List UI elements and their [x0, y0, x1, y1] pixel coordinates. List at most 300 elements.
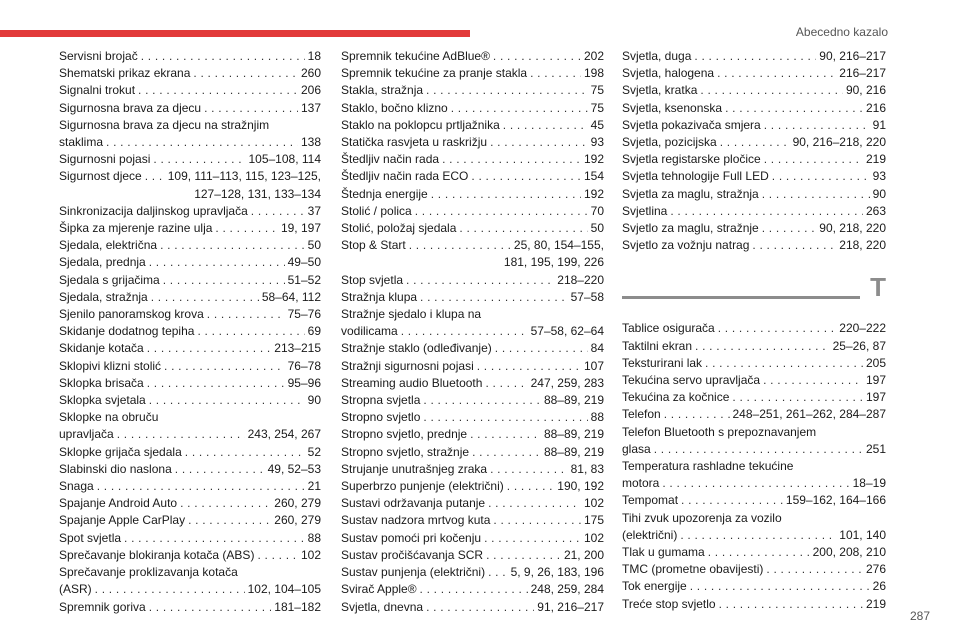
entry-page-refs: 90	[307, 393, 321, 408]
dot-leader	[680, 527, 836, 544]
index-entry-line	[59, 444, 321, 461]
entry-label: Svirač Apple®	[341, 582, 417, 597]
index-entry	[622, 355, 886, 372]
index-entry	[622, 510, 886, 544]
index-entry-line	[59, 151, 321, 168]
entry-label: Stakla, stražnja	[341, 83, 424, 98]
index-entry	[59, 564, 321, 598]
entry-page-refs: 175	[583, 513, 604, 528]
index-entry-line	[622, 168, 886, 185]
index-entry-line	[622, 561, 886, 578]
entry-page-refs: 50	[307, 238, 321, 253]
index-entry	[59, 323, 321, 340]
index-entry-line	[341, 237, 604, 254]
entry-page-refs: 260, 279	[274, 513, 321, 528]
dot-leader	[493, 512, 581, 529]
index-entry	[622, 168, 886, 185]
index-entry-line	[59, 426, 321, 443]
entry-page-refs: 37	[307, 203, 321, 218]
entry-page-refs: 260	[300, 66, 321, 81]
entry-page-refs: 138	[300, 135, 321, 150]
index-entry-line	[341, 117, 604, 134]
index-entry-line	[622, 220, 886, 237]
index-entry-line	[59, 289, 321, 306]
entry-page-refs: 49, 52–53	[267, 461, 321, 476]
index-entry-line	[341, 495, 604, 512]
entry-page-refs: 218, 220	[839, 238, 886, 253]
entry-label: Signalni trokut	[59, 83, 136, 98]
entry-label: Sustavi održavanja putanje	[341, 496, 486, 511]
dot-leader	[175, 461, 265, 478]
dot-leader	[251, 203, 305, 220]
index-entry-line	[341, 444, 604, 461]
entry-page-refs: 58–64, 112	[261, 289, 321, 304]
entry-label: Stražnja klupa	[341, 289, 418, 304]
dot-leader	[149, 392, 305, 409]
dot-leader	[160, 237, 305, 254]
dot-leader	[149, 599, 272, 616]
entry-page-refs: 213–215	[274, 341, 321, 356]
entry-label: Strujanje unutrašnjeg zraka	[341, 461, 488, 476]
index-entry	[341, 581, 604, 598]
index-entry-line	[341, 547, 604, 564]
index-entry	[59, 409, 321, 443]
entry-page-refs: 263	[865, 203, 886, 218]
index-entry-line	[59, 461, 321, 478]
dot-leader	[662, 475, 849, 492]
dot-leader	[180, 495, 271, 512]
index-entry	[341, 203, 604, 220]
index-entry-line	[622, 237, 886, 254]
index-entry	[341, 564, 604, 581]
entry-label-line: Sigurnosna brava za djecu na stražnjim	[59, 117, 270, 132]
index-entry-line	[59, 100, 321, 117]
dot-leader	[153, 151, 245, 168]
entry-page-refs: 137	[300, 100, 321, 115]
index-entry-line	[341, 375, 604, 392]
entry-label: Sklopivi klizni stolić	[59, 358, 162, 373]
index-entry-line	[341, 530, 604, 547]
index-entry	[622, 458, 886, 492]
index-entry	[622, 117, 886, 134]
entry-page-refs: 102	[300, 547, 321, 562]
entry-page-refs: 88	[590, 410, 604, 425]
entry-page-refs: 18	[307, 49, 321, 63]
index-entry	[59, 117, 321, 151]
entry-page-refs: 90, 216–218, 220	[792, 135, 886, 150]
index-entry	[341, 65, 604, 82]
dot-leader	[426, 82, 588, 99]
dot-leader	[725, 100, 863, 117]
index-entry	[59, 48, 321, 65]
entry-label: Tok energije	[622, 579, 687, 594]
entry-label: TMC (prometne obavijesti)	[622, 562, 764, 577]
index-entry-line	[59, 512, 321, 529]
entry-page-refs: 84	[590, 341, 604, 356]
entry-page-refs: 81, 83	[570, 461, 604, 476]
entry-label: Svjetla za maglu, stražnja	[622, 186, 759, 201]
index-entry	[622, 203, 886, 220]
entry-page-refs: 18–19	[852, 476, 886, 491]
dot-leader	[484, 530, 581, 547]
entry-label: Sklopka brisača	[59, 375, 144, 390]
index-entry	[341, 426, 604, 443]
index-entry-line	[341, 323, 604, 340]
index-entry	[622, 424, 886, 458]
dot-leader	[732, 389, 863, 406]
entry-page-refs: 197	[865, 390, 886, 405]
index-entry	[622, 320, 886, 337]
entry-label: Stolić, položaj sjedala	[341, 221, 457, 236]
entry-label: Svjetla tehnologije Full LED	[622, 169, 769, 184]
index-entry	[59, 65, 321, 82]
entry-label: (električni)	[622, 527, 678, 542]
index-column-3	[622, 48, 886, 613]
index-entry	[59, 461, 321, 478]
entry-label: Spajanje Apple CarPlay	[59, 513, 186, 528]
index-entry	[59, 100, 321, 117]
entry-page-refs: 69	[307, 324, 321, 339]
index-entry-line	[622, 338, 886, 355]
entry-label: Sklopka svjetala	[59, 393, 146, 408]
index-entry	[59, 220, 321, 237]
entry-page-refs: 19, 197	[280, 221, 321, 236]
index-entry-line	[341, 151, 604, 168]
entry-page-refs: 192	[583, 186, 604, 201]
index-entry	[622, 561, 886, 578]
index-entry-line	[59, 48, 321, 65]
index-column-2	[341, 48, 604, 616]
index-entry	[622, 492, 886, 509]
index-entry-line	[622, 82, 886, 99]
entry-page-refs: 192	[583, 152, 604, 167]
entry-label-line: Sklopke na obruču	[59, 410, 159, 425]
entry-label: Svjetla, pozicijska	[622, 135, 717, 150]
index-entry	[622, 338, 886, 355]
index-entry	[341, 392, 604, 409]
dot-leader	[207, 306, 285, 323]
entry-label: Sjedala, prednja	[59, 255, 146, 270]
dot-leader	[690, 578, 870, 595]
index-entry	[59, 358, 321, 375]
dot-leader	[431, 186, 581, 203]
index-entry-line	[341, 220, 604, 237]
entry-label-line: Temperatura rashladne tekućine	[622, 459, 794, 474]
entry-label: Treće stop svjetlo	[622, 596, 716, 611]
index-entry	[341, 461, 604, 478]
dot-leader	[193, 65, 298, 82]
dot-leader	[708, 544, 810, 561]
entry-label: Staklo, bočno klizno	[341, 100, 448, 115]
entry-page-refs: 248–251, 261–262, 284–287	[732, 407, 886, 422]
entry-label: Tlak u gumama	[622, 545, 705, 560]
entry-page-refs: 90, 216–217	[819, 49, 886, 63]
index-entry-line	[59, 375, 321, 392]
index-entry	[59, 272, 321, 289]
entry-label-line: Telefon Bluetooth s prepoznavanjem	[622, 424, 817, 439]
entry-label: Stop & Start	[341, 238, 406, 253]
dot-leader	[138, 82, 298, 99]
index-entry-line	[341, 581, 604, 598]
index-entry	[622, 65, 886, 82]
index-entry	[341, 289, 604, 306]
page-header-title: Abecedno kazalo	[795, 25, 888, 39]
index-entry	[341, 512, 604, 529]
index-entry-line	[59, 220, 321, 237]
index-entry	[622, 186, 886, 203]
entry-label: Tekućina za kočnice	[622, 390, 730, 405]
index-entry	[341, 82, 604, 99]
entry-label: Sjedala, stražnja	[59, 289, 148, 304]
entry-label: Taktilni ekran	[622, 338, 693, 353]
dot-leader	[106, 134, 298, 151]
entry-label: Spajanje Android Auto	[59, 496, 178, 511]
entry-label: Tekućina servo upravljača	[622, 373, 761, 388]
dot-leader	[485, 375, 527, 392]
entry-page-refs: 102, 104–105	[247, 582, 321, 597]
entry-label: Sjedala s grijačima	[59, 272, 160, 287]
entry-page-refs: 21	[307, 479, 321, 494]
section-divider	[622, 296, 860, 299]
index-entry-line	[341, 186, 604, 203]
index-entry	[341, 272, 604, 289]
dot-leader	[695, 338, 830, 355]
dot-leader	[694, 48, 816, 65]
entry-label: Telefon	[622, 407, 661, 422]
dot-leader	[95, 581, 245, 598]
dot-leader	[507, 478, 555, 495]
entry-page-refs: 260, 279	[274, 496, 321, 511]
index-entry	[341, 117, 604, 134]
dot-leader	[147, 375, 285, 392]
index-entry-line	[622, 134, 886, 151]
index-entry-line	[622, 406, 886, 423]
index-entry-line	[622, 320, 886, 337]
index-entry-line	[341, 272, 604, 289]
entry-label: Tempomat	[622, 493, 679, 508]
entry-page-refs: 25, 80, 154–155,	[513, 238, 604, 253]
index-entry-line	[341, 289, 604, 306]
entry-label: Sprečavanje blokiranja kotača (ABS)	[59, 547, 255, 562]
dot-leader	[766, 561, 863, 578]
dot-leader	[423, 409, 587, 426]
index-entry-line	[341, 564, 604, 581]
entry-page-refs: 88–89, 219	[543, 444, 604, 459]
entry-page-refs: 102	[583, 496, 604, 511]
entry-page-refs: 206	[300, 83, 321, 98]
dot-leader	[470, 426, 541, 443]
entry-label: vodilicama	[341, 324, 398, 339]
entry-label: Svjetla, dnevna	[341, 599, 424, 614]
entry-label: Stolić / polica	[341, 203, 412, 218]
index-entry	[59, 289, 321, 306]
entry-page-refs: 57–58	[570, 289, 604, 304]
index-entry	[59, 306, 321, 323]
dot-leader	[420, 581, 528, 598]
index-entry	[59, 444, 321, 461]
index-entry-line	[622, 492, 886, 509]
index-entry	[341, 478, 604, 495]
index-column-1	[59, 48, 321, 616]
index-entry-line	[59, 237, 321, 254]
entry-label: Svjetla, kratka	[622, 83, 698, 98]
dot-leader	[752, 237, 836, 254]
entry-label: Servisni brojač	[59, 49, 138, 63]
dot-leader	[145, 168, 165, 185]
index-entry-line	[59, 82, 321, 99]
index-entry	[341, 375, 604, 392]
entry-label: Spot svjetla	[59, 530, 122, 545]
index-entry-line	[622, 475, 886, 492]
entry-label: Stropna svjetla	[341, 393, 421, 408]
entry-page-refs: 90, 218, 220	[819, 221, 886, 236]
entry-page-refs: 51–52	[287, 272, 321, 287]
index-entry	[622, 596, 886, 613]
entry-page-refs: 49–50	[287, 255, 321, 270]
dot-leader	[681, 492, 783, 509]
index-entry	[341, 151, 604, 168]
index-entry-line	[59, 581, 321, 598]
index-entry	[341, 100, 604, 117]
entry-page-refs: 200, 208, 210	[812, 545, 886, 560]
dot-leader	[530, 65, 581, 82]
entry-page-refs: 90	[872, 186, 886, 201]
index-entry-line	[59, 495, 321, 512]
header-accent-bar	[0, 30, 470, 37]
entry-page-refs: 50	[590, 221, 604, 236]
index-entry-line	[622, 527, 886, 544]
dot-leader	[763, 372, 863, 389]
entry-page-refs: 276	[865, 562, 886, 577]
entry-label: Svjetla registarske pločice	[622, 152, 761, 167]
entry-label: Šipka za mjerenje razine ulja	[59, 221, 213, 236]
index-entry	[341, 186, 604, 203]
entry-page-refs: 91, 216–217	[537, 599, 604, 614]
index-entry-line	[59, 134, 321, 151]
entry-label: Svjetlina	[622, 203, 668, 218]
entry-label: Skidanje dodatnog tepiha	[59, 324, 195, 339]
index-entry	[59, 203, 321, 220]
dot-leader	[718, 320, 837, 337]
entry-page-refs: 198	[583, 66, 604, 81]
index-entry-line	[341, 100, 604, 117]
index-entry-line	[622, 544, 886, 561]
entry-page-refs: 88–89, 219	[543, 427, 604, 442]
index-entry-line	[341, 203, 604, 220]
entry-label: Superbrzo punjenje (električni)	[341, 479, 504, 494]
index-entry-line	[59, 323, 321, 340]
entry-page-refs: 247, 259, 283	[530, 375, 604, 390]
dot-leader	[705, 355, 863, 372]
entry-page-refs: 91	[872, 117, 886, 132]
index-entry	[622, 82, 886, 99]
dot-leader	[493, 48, 581, 65]
index-entry-line	[59, 358, 321, 375]
dot-leader	[477, 358, 581, 375]
entry-page-refs: 75	[590, 83, 604, 98]
page-number: 287	[909, 609, 930, 623]
index-entry	[341, 358, 604, 375]
entry-label: Sinkronizacija daljinskog upravljača	[59, 203, 248, 218]
entry-page-refs: 90, 216	[845, 83, 886, 98]
index-entry-line	[341, 65, 604, 82]
entry-label: Spremnik goriva	[59, 599, 146, 614]
entry-label: Snaga	[59, 479, 94, 494]
dot-leader	[490, 461, 568, 478]
index-entry	[59, 151, 321, 168]
dot-leader	[188, 512, 271, 529]
dot-leader	[426, 599, 534, 616]
entry-label: Svjetla, ksenonska	[622, 100, 723, 115]
dot-leader	[471, 168, 581, 185]
entry-label: Stropno svjetlo, stražnje	[341, 444, 470, 459]
index-entry-line	[622, 100, 886, 117]
entry-label-line: Stražnje sjedalo i klupa na	[341, 307, 482, 322]
index-entry	[622, 578, 886, 595]
entry-page-refs: 219	[865, 152, 886, 167]
entry-page-refs: 218–220	[557, 272, 604, 287]
entry-page-refs: 25–26, 87	[832, 338, 886, 353]
entry-page-refs-continued: 181, 195, 199, 226	[503, 255, 604, 270]
entry-label: Stropno svjetlo	[341, 410, 421, 425]
index-entry-line	[341, 82, 604, 99]
dot-leader	[442, 151, 581, 168]
entry-page-refs: 76–78	[287, 358, 321, 373]
dot-leader	[215, 220, 278, 237]
dot-leader	[664, 406, 730, 423]
entry-page-refs: 93	[872, 169, 886, 184]
entry-page-refs: 75–76	[287, 307, 321, 322]
entry-label: Sjenilo panoramskog krova	[59, 307, 204, 322]
index-entry	[622, 220, 886, 237]
dot-leader	[147, 340, 272, 357]
entry-label: Spremnik tekućine AdBlue®	[341, 49, 490, 63]
entry-label: Sigurnosni pojasi	[59, 152, 151, 167]
entry-page-refs: 93	[590, 135, 604, 150]
dot-leader	[717, 65, 836, 82]
index-entry-line	[59, 168, 321, 185]
entry-page-refs: 219	[865, 596, 886, 611]
index-entry-line	[622, 117, 886, 134]
index-entry-line	[622, 186, 886, 203]
entry-page-refs: 248, 259, 284	[530, 582, 604, 597]
entry-label: glasa	[622, 441, 651, 456]
entry-label: Svjetlo za vožnju natrag	[622, 238, 750, 253]
index-entry-line	[622, 355, 886, 372]
entry-label: Sustav pomoći pri kočenju	[341, 530, 482, 545]
index-entry-line	[341, 168, 604, 185]
entry-label: Sigurnost djece	[59, 169, 142, 184]
index-entry-line	[622, 48, 886, 65]
dot-leader	[163, 272, 285, 289]
index-entry-line	[59, 254, 321, 271]
entry-page-refs: 5, 9, 26, 183, 196	[510, 565, 604, 580]
dot-leader	[415, 203, 588, 220]
index-entry	[622, 134, 886, 151]
index-entry	[622, 151, 886, 168]
index-entry	[341, 530, 604, 547]
dot-leader	[472, 444, 541, 461]
index-entry	[59, 375, 321, 392]
dot-leader	[423, 392, 541, 409]
entry-page-refs: 45	[590, 117, 604, 132]
dot-leader	[764, 117, 870, 134]
dot-leader	[164, 358, 285, 375]
entry-label: Svjetla, duga	[622, 49, 692, 63]
entry-page-refs: 75	[590, 100, 604, 115]
entry-page-refs: 101, 140	[839, 527, 886, 542]
entry-page-refs: 197	[865, 373, 886, 388]
